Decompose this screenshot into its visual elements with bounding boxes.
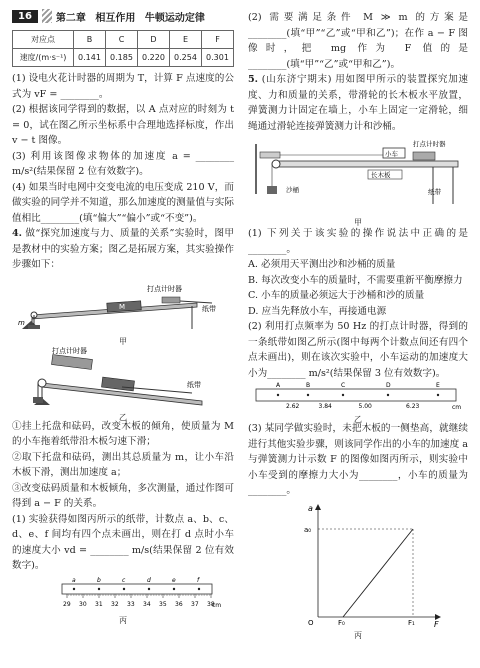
tape-dot <box>198 587 200 589</box>
question-4-stem <box>12 226 234 273</box>
cart-label-q5: 小车 <box>385 150 398 158</box>
weight-label: m <box>18 318 25 327</box>
table-header-cell: C <box>106 31 138 49</box>
graph-origin: O <box>308 618 314 627</box>
ruler-point-label: b <box>97 576 101 584</box>
tape-dot <box>148 587 150 589</box>
velocity-table <box>12 30 234 67</box>
figure-yi-drawing <box>12 343 234 409</box>
ruler-point-label: d <box>147 576 151 584</box>
right-column <box>248 10 468 639</box>
step-2: ②取下托盘和砝码，测出其总质量为 m，让小车沿木板下滑，测出加速度 a； <box>12 451 234 478</box>
ruler-tick-label: 38 <box>207 600 215 608</box>
ruler-drawing <box>12 574 234 612</box>
table-row-label: 速度/(m·s⁻¹) <box>13 49 74 67</box>
figure-jia-drawing <box>12 273 234 333</box>
tape-point-label: D <box>386 382 391 389</box>
figure-yi <box>12 343 234 422</box>
table-cell: 0.220 <box>138 49 170 67</box>
question-5-stem <box>248 72 468 134</box>
tape-point-label: C <box>341 382 346 389</box>
table-header-row <box>13 31 234 49</box>
question-4-text: 做“探究加速度与力、质量的关系”实验时，图甲是教材中的实验方案；图乙是拓展方案，其实验操作步骤如下： <box>12 228 234 270</box>
question-4-part-1: (1) 实验获得如图丙所示的纸带，计数点 a、b、c、d、e、f 间均有四个点未画出，则在打 d 点时小车的速度大小 vd = ________ m/s(结果保留 2 位有效数字)。 <box>12 513 234 571</box>
question-3-part-3: (3) 利用该图像求物体的加速度 a = ________ m/s²(结果保留 2 位有效数字)。 <box>12 150 234 177</box>
tape-unit: cm <box>452 404 462 411</box>
figure-ruler <box>12 574 234 625</box>
table-header-cell: 对应点 <box>13 31 74 49</box>
question-3-part-2: (2) 根据该同学得到的数据，以 A 点对应的时刻为 t = 0，试在图乙所示坐标系中合理地选择标度，作出 v − t 图像。 <box>12 104 234 146</box>
ruler-point-label: c <box>122 576 126 584</box>
ruler-tick-label: 36 <box>175 600 183 608</box>
figure-caption: 甲 <box>119 336 127 346</box>
figure-jia <box>12 273 234 346</box>
tape-dot <box>342 394 344 396</box>
graph-f1: F₁ <box>408 618 415 627</box>
cart-label: M <box>119 302 126 311</box>
tape-distance-label: 5.00 <box>358 403 372 410</box>
figure-caption: 丙 <box>119 615 127 625</box>
figure-q5-jia <box>248 134 468 226</box>
table-cell: 0.254 <box>170 49 202 67</box>
question-5-part-3: (3) 某同学做实验时，未把木板的一侧垫高，就继续进行其他实验步骤，则该同学作出的小车的加速度 a 与弹簧测力计示数 F 的图像如图丙所示，则实验中小车受到的摩擦力大小为________，小车的质量为________。 <box>248 423 468 496</box>
table-cell: 0.301 <box>202 49 234 67</box>
tape-dot <box>277 394 279 396</box>
ruler-tick-label: 32 <box>111 600 119 608</box>
figure-caption: 甲 <box>354 218 362 227</box>
step-3: ③改变砝码质量和木板倾角，多次测量，通过作图可得到 a − F 的关系。 <box>12 482 234 509</box>
graph-y-label: a <box>308 503 313 513</box>
bucket-label: 沙桶 <box>286 186 299 194</box>
tape-drawing <box>248 381 468 411</box>
figure-graph <box>248 499 468 639</box>
step-1: ①挂上托盘和砝码，改变木板的倾角，使质量为 M 的小车拖着纸带沿木板匀速下滑； <box>12 420 234 447</box>
figure-caption: 乙 <box>354 415 362 424</box>
ruler-point-label: e <box>172 576 176 584</box>
question-5-part-1: (1) 下列关于该实验的操作说法中正确的是________。 <box>248 228 468 255</box>
tape-dot <box>307 394 309 396</box>
table-header-cell: B <box>74 31 106 49</box>
option-c: C. 小车的质量必须远大于沙桶和沙的质量 <box>248 290 425 301</box>
table-header-cell: F <box>202 31 234 49</box>
tape-dot <box>437 394 439 396</box>
question-3-part-4: (4) 如果当时电网中交变电流的电压变成 210 V，而做实验的同学并不知道，那么加速度的测量值与实际值相比________(填“偏大”“偏小”或“不变”)。 <box>12 181 234 224</box>
graph-drawing <box>248 499 468 627</box>
ruler-tick-label: 34 <box>143 600 151 608</box>
question-5-text: (山东济宁期末) 用如图甲所示的装置探究加速度、力和质量的关系，带滑轮的长木板水平放置，弹簧测力计固定在墙上，小车上固定一定滑轮，细绳通过滑轮连接弹簧测力计和沙桶。 <box>248 74 468 132</box>
table-header-cell: E <box>170 31 202 49</box>
tape-dot <box>387 394 389 396</box>
graph-line <box>343 529 413 617</box>
question-number: 4. <box>12 228 23 239</box>
timer-label-2: 打点计时器 <box>52 346 87 355</box>
figure-caption: 丙 <box>354 630 362 640</box>
ruler-point-label: a <box>72 576 76 584</box>
option-d: D. 应当先释放小车，再接通电源 <box>248 305 387 317</box>
option-b: B. 每次改变小车的质量时，不需要重新平衡摩擦力 <box>248 274 463 286</box>
ruler-tick-label: 30 <box>79 600 87 608</box>
table-cell: 0.185 <box>106 49 138 67</box>
tape-point-label: B <box>306 382 311 389</box>
tape-point-label: E <box>436 382 440 389</box>
tape-distance-label: 6.23 <box>406 403 420 410</box>
graph-f0: F₀ <box>338 618 345 627</box>
question-4-part-2: (2) 需要满足条件 M ≫ m 的方案是________(填“甲”“乙”或“甲和乙”)；在作 a − F 图像时，把 mg 作为 F 值的是________(填“甲”“乙”或“甲和乙”)。 <box>248 12 468 70</box>
question-3-part-1: (1) 设电火花计时器的周期为 T，计算 F 点速度的公式为 vF = ________。 <box>12 73 234 100</box>
question-number: 5. <box>248 74 259 85</box>
chapter-title-b: 牛顿运动定律 <box>144 12 205 24</box>
chapter-title-a: 相互作用 <box>95 12 136 24</box>
table-cell: 0.141 <box>74 49 106 67</box>
ruler-tick-label: 33 <box>127 600 135 608</box>
table-header-cell: D <box>138 31 170 49</box>
paper-label-q5: 纸带 <box>428 188 441 196</box>
timer-label: 打点计时器 <box>147 284 182 293</box>
ruler-tick-label: 31 <box>95 600 103 608</box>
tape-distance-label: 3.84 <box>318 403 332 410</box>
figure-caption: 乙 <box>119 412 127 422</box>
tape-point-label: A <box>276 382 281 389</box>
timer-label-q5: 打点计时器 <box>413 140 446 148</box>
tape-dot <box>173 587 175 589</box>
left-column <box>12 30 234 625</box>
tape-dot <box>98 587 100 589</box>
ruler-point-label: f <box>197 576 200 584</box>
graph-a0: a₀ <box>304 525 312 534</box>
ruler-unit: cm <box>212 601 222 609</box>
chapter-label: 第二章 <box>55 12 86 24</box>
page-number: 16 <box>12 10 38 23</box>
table-row <box>13 49 234 67</box>
option-a: A. 必须用天平测出沙和沙桶的质量 <box>248 259 396 270</box>
page-header <box>12 8 232 24</box>
ruler-tick-label: 29 <box>63 600 71 608</box>
question-5-part-2: (2) 利用打点频率为 50 Hz 的打点计时器，得到的一条纸带如图乙所示(图中每两个计数点间还有四个点未画出)，则在该次实验中，小车运动的加速度大小为________ m/s²(结果保留 3 位有效数字)。 <box>248 321 468 379</box>
figure-tape <box>248 381 468 424</box>
figure-q5-drawing <box>248 134 468 214</box>
tape-dot <box>123 587 125 589</box>
paper-label: 纸带 <box>202 304 216 313</box>
board-label: 长木板 <box>371 171 391 179</box>
graph-x-label: F <box>434 619 439 627</box>
ruler-tick-label: 35 <box>159 600 167 608</box>
ruler-tick-label: 37 <box>191 600 199 608</box>
tape-distance-label: 2.62 <box>286 403 300 410</box>
tape-dot <box>73 587 75 589</box>
paper-label-2: 纸带 <box>187 380 201 389</box>
header-stripes <box>42 9 52 23</box>
